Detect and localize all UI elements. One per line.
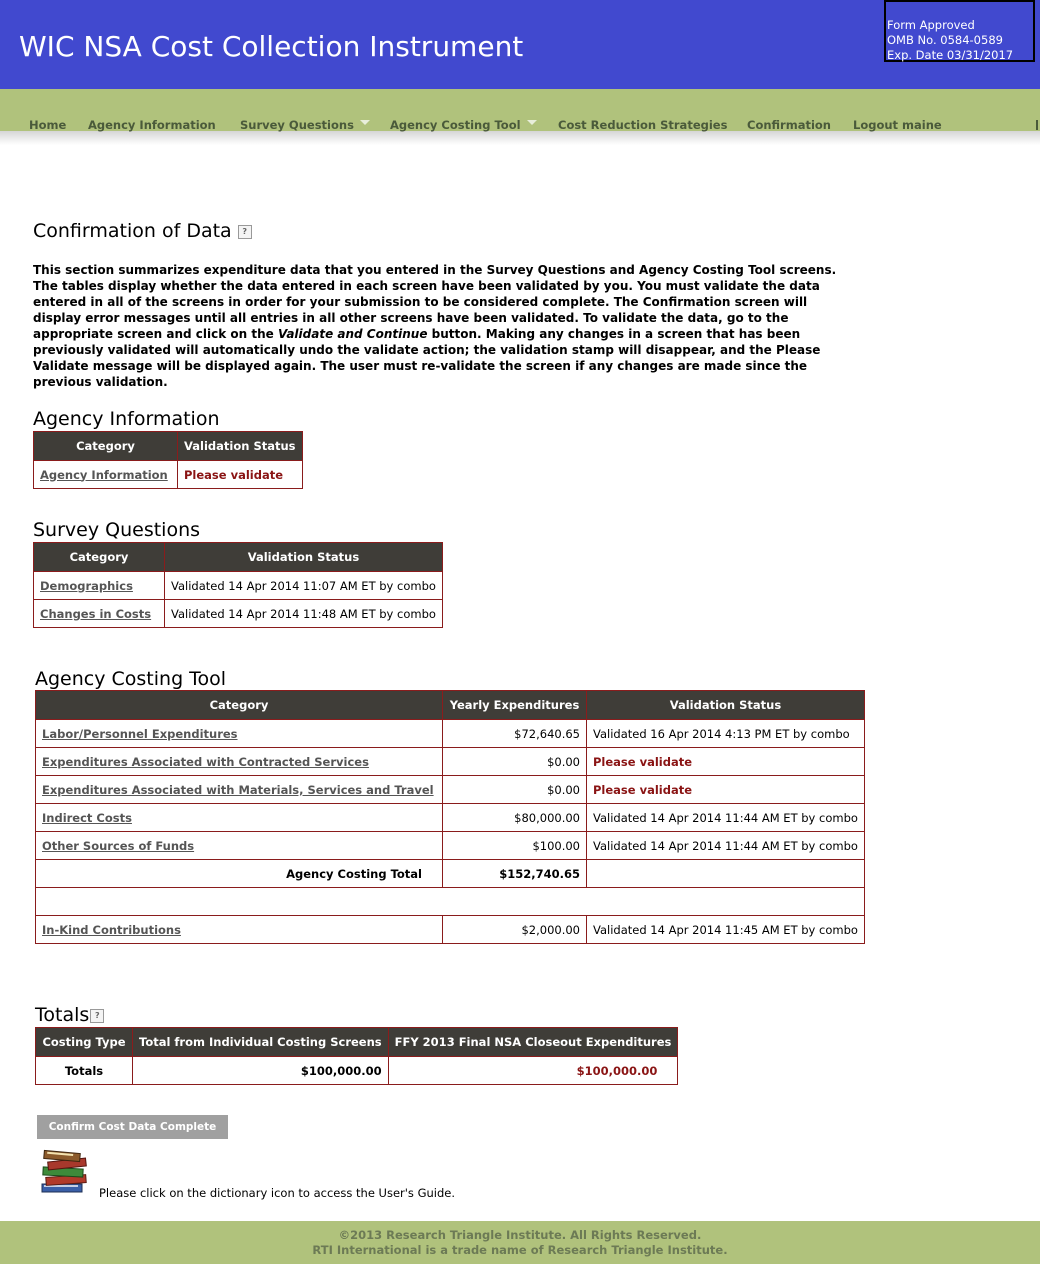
- col-category: Category: [36, 691, 443, 720]
- total-individual-value: $100,000.00: [133, 1057, 389, 1085]
- footer-trade-name: RTI International is a trade name of Research Triangle Institute.: [312, 1243, 728, 1257]
- users-guide-text: Please click on the dictionary icon to access the User's Guide.: [99, 1186, 455, 1200]
- col-validation-status: Validation Status: [165, 543, 443, 572]
- chevron-down-icon: [360, 120, 370, 125]
- empty-cell: [36, 888, 865, 916]
- validation-status: Validated 14 Apr 2014 11:44 AM ET by combo: [587, 804, 865, 832]
- dictionary-icon[interactable]: [40, 1148, 92, 1194]
- nav-survey-questions[interactable]: [240, 118, 370, 132]
- yearly-amount: $72,640.65: [443, 720, 587, 748]
- yearly-amount: $2,000.00: [443, 916, 587, 944]
- in-kind-contributions-link[interactable]: In-Kind Contributions: [42, 922, 181, 937]
- confirm-cost-data-button[interactable]: Confirm Cost Data Complete: [37, 1115, 228, 1139]
- agency-info-table: [33, 431, 303, 489]
- nav-confirmation[interactable]: Confirmation: [747, 118, 831, 132]
- demographics-link[interactable]: Demographics: [40, 578, 133, 593]
- table-row: [36, 776, 865, 804]
- totals-row-label: Totals: [36, 1057, 133, 1085]
- validation-status: Validated 14 Apr 2014 11:48 AM ET by combo: [165, 600, 443, 628]
- page-title: [33, 220, 252, 242]
- omb-approval-box: [884, 0, 1035, 62]
- col-validation-status: Validation Status: [178, 432, 303, 461]
- nav-shadow: [0, 131, 1040, 145]
- table-row: [36, 720, 865, 748]
- total-row: [36, 860, 865, 888]
- page-title-text: Confirmation of Data: [33, 220, 232, 242]
- app-title: WIC NSA Cost Collection Instrument: [19, 30, 524, 63]
- indirect-costs-link[interactable]: Indirect Costs: [42, 810, 132, 825]
- agency-costing-tool-heading: Agency Costing Tool: [35, 668, 227, 690]
- col-validation-status: Validation Status: [587, 691, 865, 720]
- col-yearly-expenditures: Yearly Expenditures: [443, 691, 587, 720]
- empty-cell: [587, 860, 865, 888]
- nav-agency-information[interactable]: Agency Information: [88, 118, 216, 132]
- table-row: [36, 832, 865, 860]
- yearly-amount: $80,000.00: [443, 804, 587, 832]
- nav-scroll-marker: [1036, 120, 1038, 130]
- final-closeout-value: $100,000.00: [388, 1057, 678, 1085]
- agency-costing-total-amount: $152,740.65: [443, 860, 587, 888]
- validation-status: Validated 14 Apr 2014 11:45 AM ET by combo: [587, 916, 865, 944]
- materials-services-travel-link[interactable]: Expenditures Associated with Materials, Services and Travel: [42, 782, 434, 797]
- intro-text-2: button. Making any changes in a screen that has been previously validated will automatically undo the validate action; the validation stamp will disappear, and the Please Validate message will be displayed again. The user must re-validate the screen if any changes are made since the previous validation.: [33, 327, 821, 389]
- survey-questions-table: [33, 542, 443, 628]
- totals-heading: [35, 1004, 104, 1026]
- omb-form-approved: Form Approved: [887, 18, 975, 32]
- status-please-validate: Please validate: [587, 776, 865, 804]
- agency-costing-total-label: Agency Costing Total: [36, 860, 443, 888]
- labor-personnel-link[interactable]: Labor/Personnel Expenditures: [42, 726, 238, 741]
- spacer-row: [36, 888, 865, 916]
- yearly-amount: $0.00: [443, 748, 587, 776]
- survey-questions-heading: Survey Questions: [33, 519, 201, 541]
- col-category: Category: [34, 543, 165, 572]
- table-row: [34, 572, 443, 600]
- chevron-down-icon: [527, 120, 537, 125]
- col-category: Category: [34, 432, 178, 461]
- intro-paragraph: [33, 262, 843, 390]
- validation-status: Validated 14 Apr 2014 11:44 AM ET by combo: [587, 832, 865, 860]
- yearly-amount: $100.00: [443, 832, 587, 860]
- intro-text-italic: Validate and Continue: [277, 327, 428, 341]
- page-header: [0, 0, 1040, 89]
- agency-costing-table: [35, 690, 865, 944]
- table-row: [36, 916, 865, 944]
- page-footer: [0, 1221, 1040, 1264]
- table-row: [34, 461, 303, 489]
- footer-copyright: ©2013 Research Triangle Institute. All Rights Reserved.: [338, 1228, 702, 1242]
- validation-status: Validated 16 Apr 2014 4:13 PM ET by combo: [587, 720, 865, 748]
- omb-exp-date: Exp. Date 03/31/2017: [887, 48, 1014, 62]
- totals-table: [35, 1027, 678, 1085]
- table-row: [36, 804, 865, 832]
- nav-home[interactable]: Home: [29, 118, 67, 132]
- help-icon[interactable]: ?: [238, 225, 252, 239]
- help-icon[interactable]: ?: [90, 1009, 104, 1023]
- other-sources-of-funds-link[interactable]: Other Sources of Funds: [42, 838, 195, 853]
- omb-number: OMB No. 0584-0589: [887, 33, 1003, 47]
- nav-survey-questions-label: Survey Questions: [240, 118, 354, 132]
- status-please-validate: Please validate: [178, 461, 303, 489]
- yearly-amount: $0.00: [443, 776, 587, 804]
- validation-status: Validated 14 Apr 2014 11:07 AM ET by combo: [165, 572, 443, 600]
- status-please-validate: Please validate: [587, 748, 865, 776]
- contracted-services-link[interactable]: Expenditures Associated with Contracted Services: [42, 754, 369, 769]
- totals-heading-text: Totals: [35, 1004, 90, 1026]
- col-total-individual: Total from Individual Costing Screens: [133, 1028, 389, 1057]
- nav-cost-reduction-strategies[interactable]: Cost Reduction Strategies: [558, 118, 728, 132]
- col-final-closeout: FFY 2013 Final NSA Closeout Expenditures: [388, 1028, 678, 1057]
- nav-logout[interactable]: Logout maine: [853, 118, 942, 132]
- agency-info-heading: Agency Information: [33, 408, 220, 430]
- col-costing-type: Costing Type: [36, 1028, 133, 1057]
- nav-agency-costing-tool[interactable]: [390, 118, 537, 132]
- changes-in-costs-link[interactable]: Changes in Costs: [40, 606, 152, 621]
- agency-information-link[interactable]: Agency Information: [40, 467, 168, 482]
- table-row: [36, 1057, 678, 1085]
- table-row: [36, 748, 865, 776]
- table-row: [34, 600, 443, 628]
- nav-agency-costing-tool-label: Agency Costing Tool: [390, 118, 521, 132]
- intro-text-1: This section summarizes expenditure data that you entered in the Survey Questions and Agency Costing Tool screens. The tables display whether the data entered in each screen have been validated by you. You must validate the data entered in all of the screens in order for your submission to be considered complete. The Confirmation screen will display error messages until all entries in all other screens have been validated. To validate the data, go to the appropriate screen and click on the: [33, 263, 837, 341]
